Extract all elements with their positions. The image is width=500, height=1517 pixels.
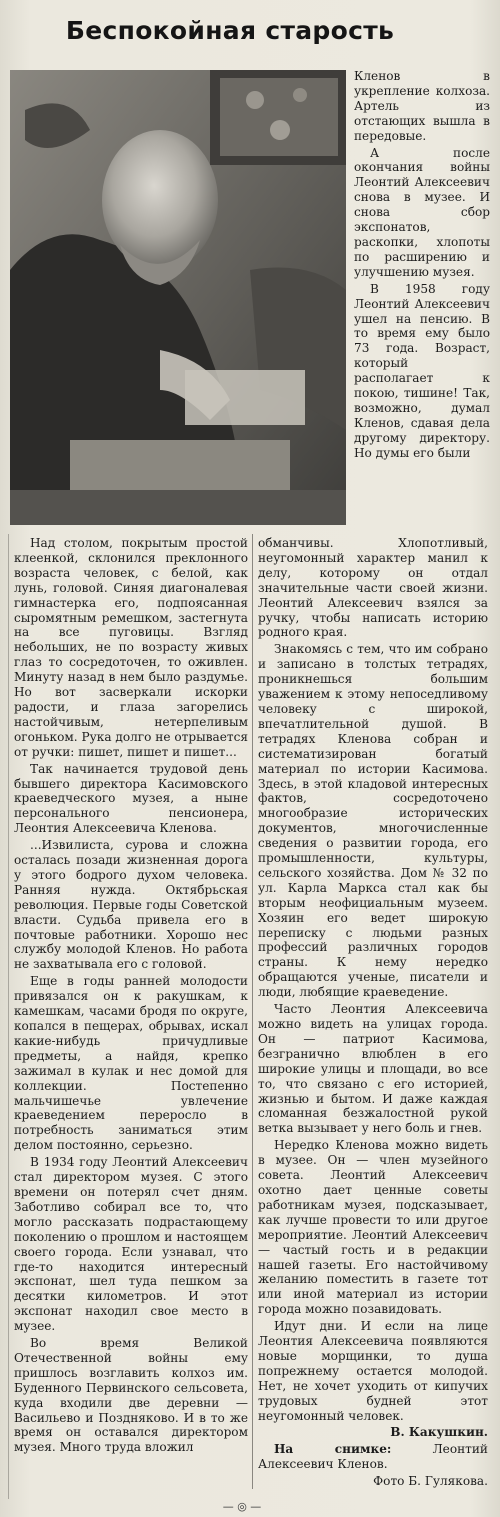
- paragraph: обманчивы. Хлопотливый, неугомонный характер манил к делу, которому он отдал значительные части своей жизни. Леонтий Алексеевич взялся за ручку, чтобы написать историю родного края.: [258, 536, 488, 640]
- paragraph: Кленов в укрепление колхоза. Артель из отстающих вышла в передовые.: [354, 69, 490, 143]
- caption-label: На снимке:: [274, 1442, 392, 1457]
- column-divider: [8, 534, 9, 1499]
- paragraph: Так начинается трудовой день бывшего директора Касимовского краеведческого музея, а ныне персонального пенсионера, Леонтия Алексеевича Кленова.: [14, 761, 248, 836]
- column-divider: [252, 534, 253, 1489]
- paragraph: Нередко Кленова можно видеть в музее. Он — член музейного совета. Леонтий Алексеевич охотно дает ценные советы работникам музея, подсказывает, как лучше провести то или другое мероприятие. Леонтий Алексеевич — частый гость и в редакции нашей газеты. Его настойчивому желанию поместить в газете тот или иной материал из истории города можно позавидовать.: [258, 1138, 488, 1317]
- left-column: [14, 536, 248, 1455]
- paragraph: Часто Леонтия Алексеевича можно видеть на улицах города. Он — патриот Касимова, безгранично влюблен в его широкие улицы и площади, во все то, что связано с его историей, жизнью и бытом. И даже каждая сломанная безжалостной рукой ветка вызывает у него боль и гнев.: [258, 1002, 488, 1136]
- paragraph: ...Извилиста, сурова и сложна осталась позади жизненная дорога у этого бодрого духом человека. Ранняя нужда. Октябрьская революция. Первые годы Советской власти. Судьба привела его в почтовые работники. Хорошо нес службу молодой Кленов. Но работа не захватывала его с головой.: [14, 838, 248, 972]
- right-column: [258, 536, 488, 1489]
- portrait-photo-icon: [10, 70, 346, 525]
- photo-caption: [258, 1442, 488, 1472]
- paragraph: Знакомясь с тем, что им собрано и записано в толстых тетрадях, проникнешься большим уважением к этому непоседливому человеку с широкой, впечатлительной душой. В тетрадях Кленова собран и систематизирован богатый материал по истории Касимова. Здесь, в этой кладовой интересных фактов, сосредоточено многообразие исторических документов, многочисленные сведения о развитии города, его промышленности, культуры, сельского хозяйства. Дом № 32 по ул. Карла Маркса стал как бы вторым неофициальным музеем. Хозяин его ведет широкую переписку с людьми разных профессий различных городов страны. К нему нередко обращаются ученые, писатели и люди, любящие краеведение.: [258, 642, 488, 1000]
- paragraph: В 1958 году Леонтий Алексеевич ушел на пенсию. В то время ему было 73 года. Возраст, который располагает к покою, тишине! Так, возможно, думал Кленов, сдавая дела другому директору. Но думы его были: [354, 281, 490, 460]
- article-headline: Беспокойная старость: [65, 16, 395, 45]
- top-right-column: [354, 69, 490, 461]
- paragraph: Над столом, покрытым простой клеенкой, склонился преклонного возраста человек, с белой, как лунь, головой. Синяя диагоналевая гимнастерка его, подпоясанная сыромятным ремешком, застегнута на все пуговицы. Взгляд небольших, не по возрасту живых глаз то сосредоточен, то оживлен. Минуту назад в нем было раздумье. Но вот засверкали искорки радости, и глаза загорелись настойчивым, нетерпеливым огоньком. Рука долго не отрывается от ручки: пишет, пишет и пишет...: [14, 536, 248, 759]
- paragraph: Еще в годы ранней молодости привязался он к ракушкам, к камешкам, часами бродя по округе, копался в пещерах, обрывах, искал какие-нибудь причудливые предметы, а найдя, крепко зажимал в кулак и нес домой для коллекции. Постепенно мальчишечье увлечение краеведением переросло в потребность заниматься этим делом постоянно, серьезно.: [14, 974, 248, 1153]
- photo-credit: Фото Б. Гулякова.: [373, 1474, 488, 1489]
- author-signature: В. Какушкин.: [390, 1425, 488, 1440]
- page-footer-ornament: — ◎ —: [222, 1500, 262, 1513]
- paragraph: Во время Великой Отечественной войны ему пришлось возглавить колхоз им. Буденного Первинского сельсовета, куда входили две деревни — Васильево и Поздняково. И в то же время он оставался директором музея. Много труда вложил: [14, 1336, 248, 1455]
- article-photo: [10, 70, 346, 525]
- paragraph: А после окончания войны Леонтий Алексеевич снова в музее. И снова сбор экспонатов, раскопки, хлопоты по расширению и улучшению музея.: [354, 145, 490, 279]
- paragraph: Идут дни. И если на лице Леонтия Алексеевича появляются новые морщинки, то душа попрежнему остается молодой. Нет, не хочет уходить от кипучих трудовых будней этот неугомонный человек.: [258, 1319, 488, 1423]
- caption-text: Леонтий Алексеевич Кленов.: [258, 1442, 488, 1472]
- paragraph: В 1934 году Леонтий Алексеевич стал директором музея. С этого времени он потерял счет дням. Заботливо собирал все то, что могло рассказать подрастающему поколению о прошлом и настоящем своего города. Если узнавал, что где-то находится интересный экспонат, шел туда пешком за десятки километров. И этот экспонат находил свое место в музее.: [14, 1155, 248, 1334]
